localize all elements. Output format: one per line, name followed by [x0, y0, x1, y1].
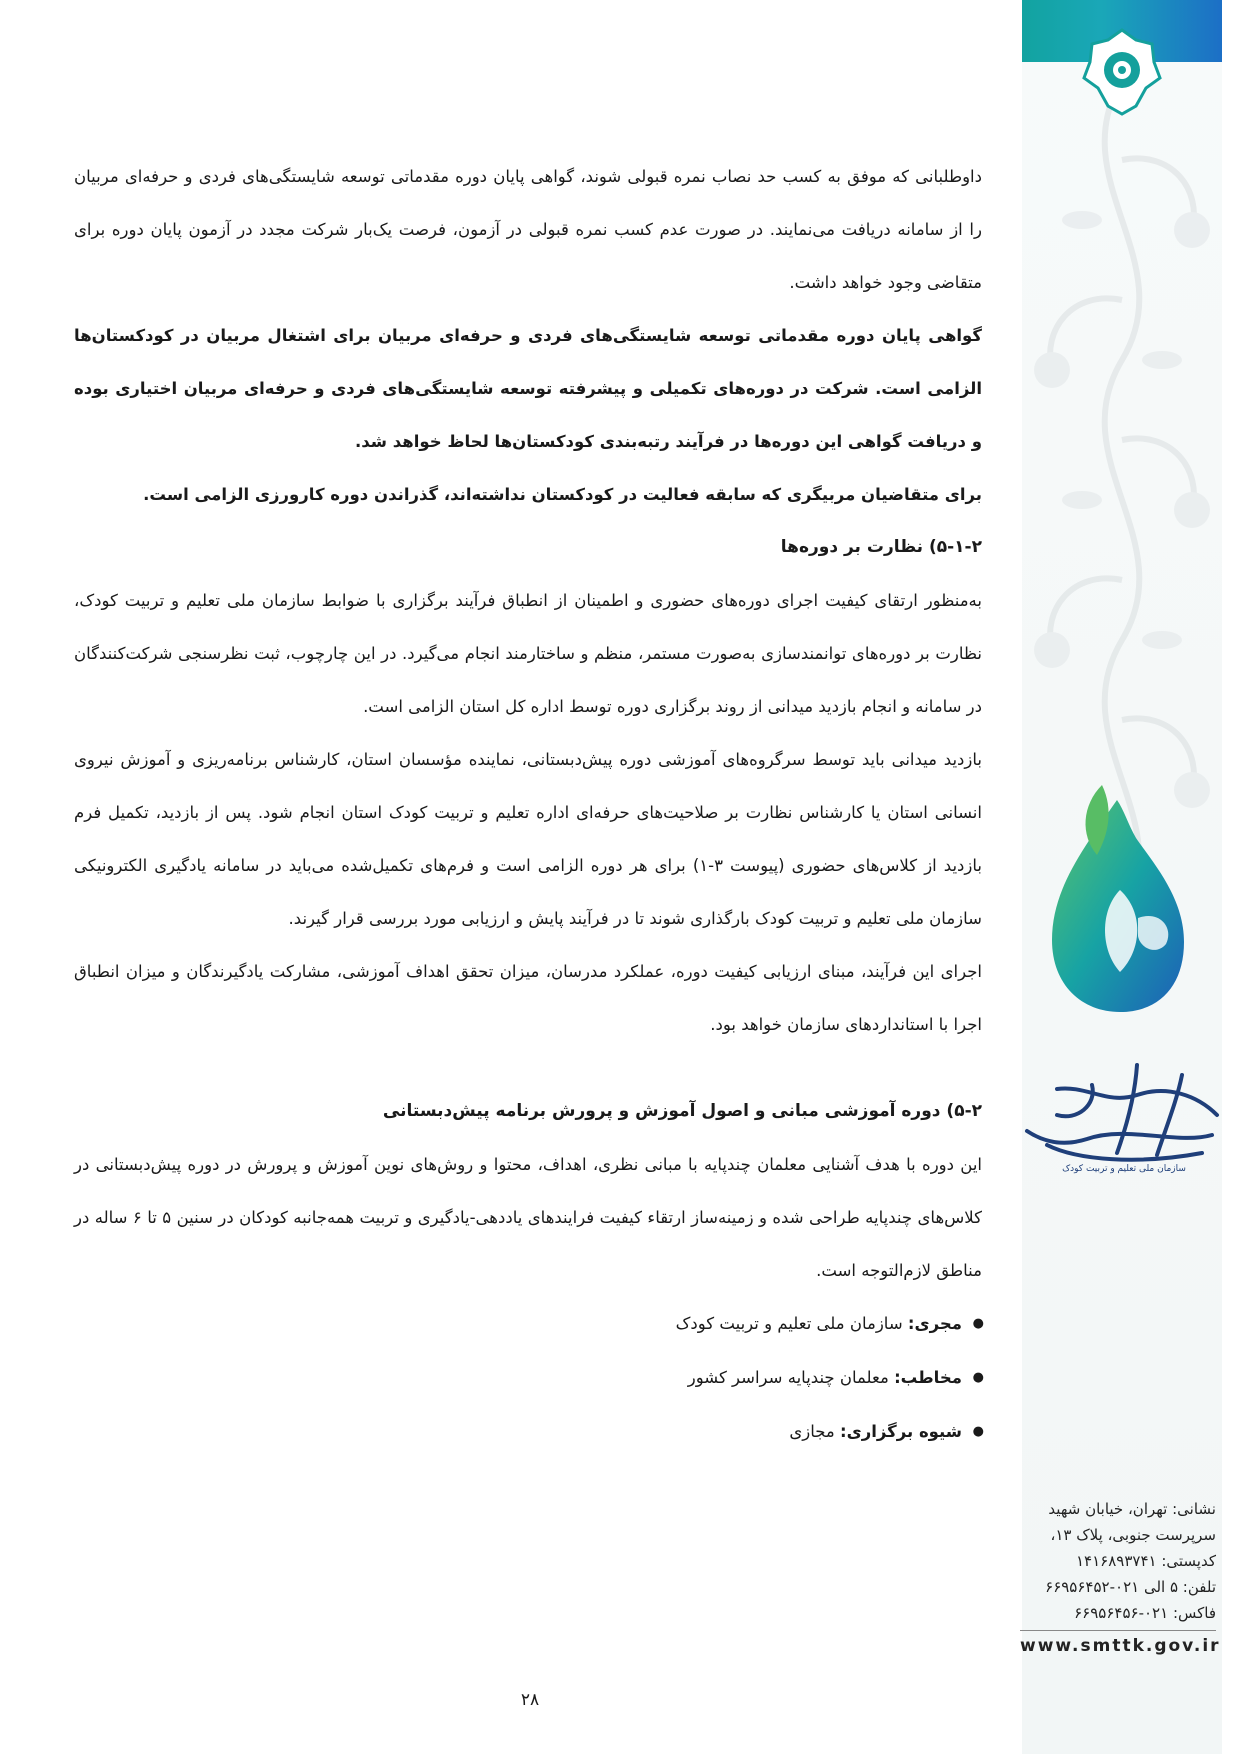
website-url: www.smttk.gov.ir: [1020, 1630, 1216, 1659]
paragraph-course-description: این دوره با هدف آشنایی معلمان چندپایه با مبانی نظری، اهداف، محتوا و روش‌های نوین آموزش و پرورش در دوره پیش‌دبستانی در کلاس‌های چندپایه طراحی شده و زمینه‌ساز ارتقاء کیفیت فرایندهای یاددهی-یادگیری و تربیت همه‌جانبه کودکان در سنین ۵ تا ۶ ساله در مناطق لازم‌التوجه است.: [74, 1155, 983, 1280]
paragraph-supervision: به‌منظور ارتقای کیفیت اجرای دوره‌های حضوری و اطمینان از انطباق فرآیند برگزاری با ضوابط سازمان ملی تعلیم و تربیت کودک، نظارت بر دوره‌های توانمندسازی به‌صورت مستمر، منظم و ساختارمند انجام می‌گیرد. در این چارچوب، ثبت نظرسنجی شرکت‌کنندگان در سامانه و انجام بازدید میدانی از روند برگزاری دوره توسط اداره کل استان الزامی است.: [74, 591, 982, 716]
postal-code: کدپستی: ۱۴۱۶۸۹۳۷۴۱: [1076, 1552, 1216, 1570]
list-item-delivery-method: ● شیوه برگزاری: مجازی: [74, 1405, 982, 1459]
course-details-list: [74, 1297, 982, 1459]
address-line-2: سرپرست جنوبی، پلاک ۱۳،: [1050, 1526, 1216, 1544]
list-item-organizer: ● مجری: سازمان ملی تعلیم و تربیت کودک: [74, 1297, 982, 1351]
paragraph-exam-certificate: داوطلبانی که موفق به کسب حد نصاب نمره قبولی شوند، گواهی پایان دوره مقدماتی توسعه شایستگی‌های فردی و حرفه‌ای مربیان را از سامانه دریافت می‌نمایند. در صورت عدم کسب نمره قبولی در آزمون، فرصت یک‌بار شرکت مجدد در آزمون پایان دوره برای متقاضی وجود خواهد داشت.: [74, 167, 982, 292]
calligraphy-logo: [1017, 1055, 1232, 1175]
main-text-column: [74, 150, 982, 1459]
address-line-1: نشانی: تهران، خیابان شهید: [1048, 1500, 1216, 1518]
phone-number: تلفن: ۵ الی ۰۲۱-۶۶۹۵۶۴۵۲: [1045, 1578, 1216, 1596]
decorative-sidebar: [1022, 0, 1222, 1754]
section-heading-supervision: ۵-۱-۲) نظارت بر دوره‌ها: [780, 537, 982, 557]
paragraph-evaluation: اجرای این فرآیند، مبنای ارزیابی کیفیت دوره، عملکرد مدرسان، میزان تحقق اهداف آموزشی، مشارکت یادگیرندگان و میزان انطباق اجرا با استانداردهای سازمان خواهد بود.: [74, 962, 982, 1034]
page-number: ۲۸: [520, 1690, 540, 1710]
paragraph-internship-requirement: برای متقاضیان مربیگری که سابقه فعالیت در کودکستان نداشته‌اند، گذراندن دوره کارورزی الزامی است.: [143, 485, 982, 504]
paragraph-field-visit: بازدید میدانی باید توسط سرگروه‌های آموزشی دوره پیش‌دبستانی، نماینده مؤسسان استان، کارشناس برنامه‌ریزی و آموزش نیروی انسانی استان یا کارشناس نظارت بر صلاحیت‌های حرفه‌ای اداره تعلیم و تربیت کودک استان انجام شود. پس از بازدید، تکمیل فرم بازدید از کلاس‌های حضوری (پیوست ۳-۱) برای هر دوره الزامی است و فرم‌های تکمیل‌شده می‌باید در سامانه یادگیری الکترونیکی سازمان ملی تعلیم و تربیت کودک بارگذاری شوند تا در فرآیند پایش و ارزیابی مورد بررسی قرار گیرند.: [74, 750, 982, 928]
section-heading-preschool-course: ۵-۲) دوره آموزشی مبانی و اصول آموزش و پرورش برنامه پیش‌دبستانی: [382, 1101, 982, 1121]
ornamental-emblem-icon: [1082, 26, 1162, 118]
list-item-audience: ● مخاطب: معلمان چندپایه سراسر کشور: [74, 1351, 982, 1405]
spacer: [74, 1051, 982, 1085]
contact-info: [1020, 1496, 1221, 1659]
droplet-logo-icon: [1042, 780, 1192, 1020]
fax-number: فاکس: ۰۲۱-۶۶۹۵۶۴۵۶: [1074, 1604, 1216, 1622]
paragraph-certificate-requirement: گواهی پایان دوره مقدماتی توسعه شایستگی‌های فردی و حرفه‌ای مربیان برای اشتغال مربیان در کودکستان‌ها الزامی است. شرکت در دوره‌های تکمیلی و پیشرفته توسعه شایستگی‌های فردی و حرفه‌ای مربیان اختیاری بوده و دریافت گواهی این دوره‌ها در فرآیند رتبه‌بندی کودکستان‌ها لحاظ خواهد شد.: [74, 326, 982, 451]
svg-text:سازمان ملی تعلیم و تربیت کودک: سازمان ملی تعلیم و تربیت کودک: [1062, 1164, 1186, 1174]
